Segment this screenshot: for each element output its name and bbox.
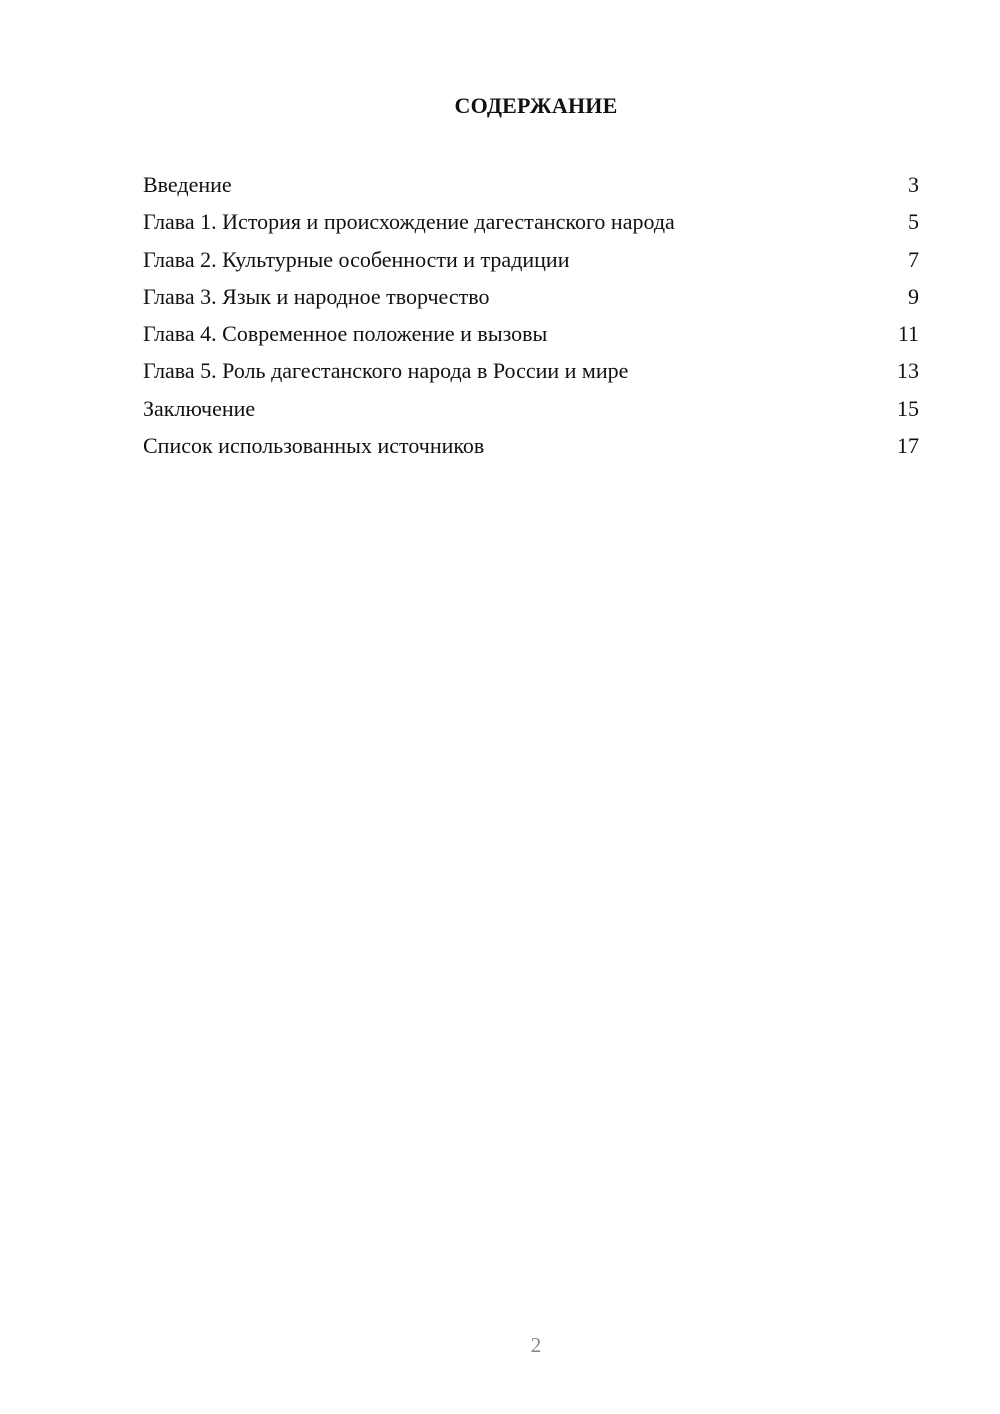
page-number-footer: 2 [530, 1333, 542, 1357]
toc-item-page-number: 13 [897, 358, 919, 384]
toc-item-page-number: 17 [897, 433, 919, 459]
toc-item-chapter-4[interactable] [143, 315, 919, 352]
toc-item-page-number: 5 [908, 209, 919, 235]
toc-item-references[interactable] [143, 427, 919, 464]
toc-item-label: Заключение [143, 395, 256, 421]
toc-item-page-number: 9 [908, 283, 919, 309]
toc-item-page-number: 11 [897, 321, 919, 347]
toc-item-conclusion[interactable] [143, 390, 919, 427]
toc-item-label: Список использованных источников [143, 433, 485, 459]
toc-item-label: Глава 4. Современное положение и вызовы [143, 321, 548, 347]
toc-item-label: Введение [143, 172, 232, 197]
page-title: СОДЕРЖАНИЕ [454, 93, 618, 118]
table-of-contents [143, 166, 919, 464]
toc-item-chapter-1[interactable] [143, 203, 919, 240]
toc-item-page-number: 7 [908, 246, 919, 272]
toc-item-chapter-5[interactable] [143, 352, 919, 389]
toc-item-page-number: 15 [897, 395, 919, 421]
toc-item-label: Глава 2. Культурные особенности и традиции [143, 246, 570, 272]
toc-item-chapter-3[interactable] [143, 278, 919, 315]
toc-item-label: Глава 1. История и происхождение дагестанского народа [143, 209, 675, 235]
toc-item-label: Глава 3. Язык и народное творчество [143, 283, 490, 309]
toc-item-page-number: 3 [908, 172, 919, 197]
toc-item-chapter-2[interactable] [143, 241, 919, 278]
toc-item-introduction[interactable] [143, 166, 919, 203]
toc-item-label: Глава 5. Роль дагестанского народа в России и мире [143, 358, 629, 384]
